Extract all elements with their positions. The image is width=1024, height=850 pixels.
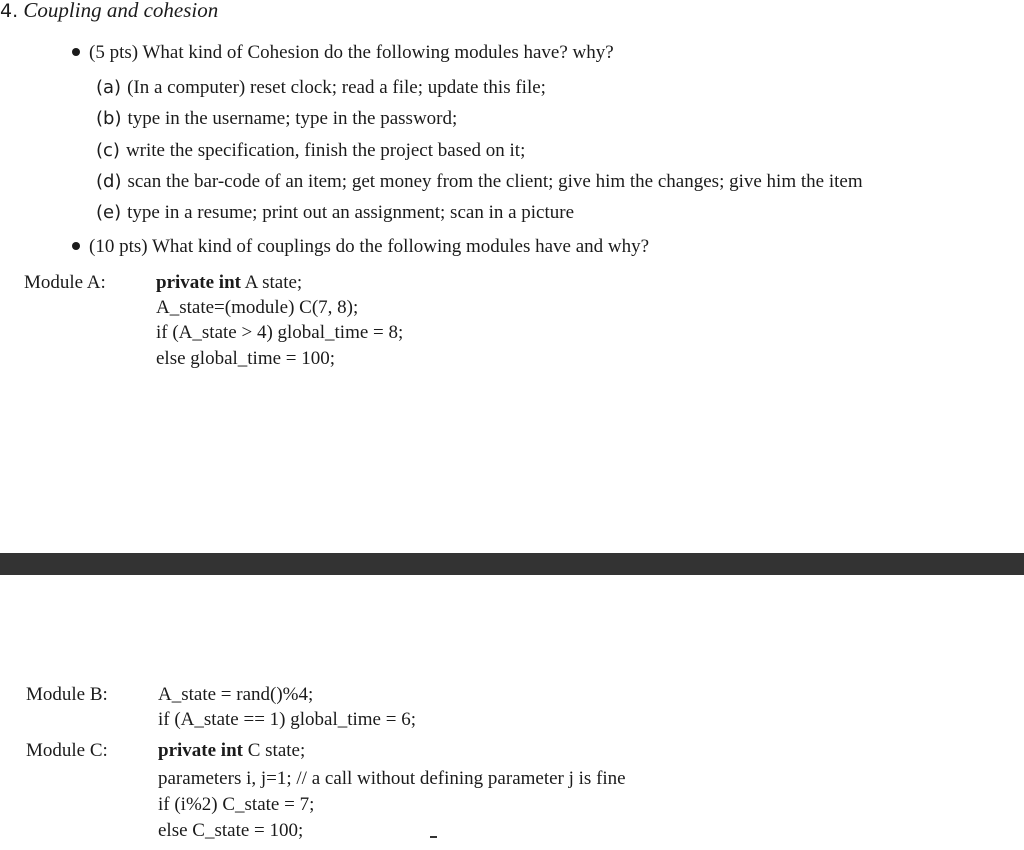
module-a-label: Module A: [24, 272, 106, 293]
list-item: (c) write the specification, finish the project based on it; [96, 140, 526, 161]
cohesion-question: (5 pts) What kind of Cohesion do the following modules have? why? [72, 42, 614, 64]
module-c-label: Module C: [26, 740, 108, 761]
bullet-icon [72, 48, 80, 56]
section-number: 4. [0, 0, 19, 22]
coupling-question: (10 pts) What kind of couplings do the following modules have and why? [72, 236, 649, 258]
module-c-line-1: private int C state; [158, 740, 306, 761]
list-item: (e) type in a resume; print out an assignment; scan in a picture [96, 202, 575, 223]
module-a-line-3: if (A_state > 4) global_time = 8; [156, 322, 404, 343]
module-c-line-4: else C_state = 100; [158, 820, 304, 841]
module-a-line-1: private int A state; [156, 272, 303, 293]
module-b-line-1: A_state = rand()%4; [158, 684, 314, 705]
module-a-line-2: A_state=(module) C(7, 8); [156, 297, 359, 318]
module-a-line-4: else global_time = 100; [156, 348, 336, 369]
module-c-line-2: parameters i, j=1; // a call without defining parameter j is fine [158, 768, 626, 789]
page-divider [0, 553, 1024, 575]
stray-mark [430, 836, 437, 838]
list-item: (a) (In a computer) reset clock; read a file; update this file; [96, 77, 546, 98]
list-item: (d) scan the bar-code of an item; get money from the client; give him the changes; give him the item [96, 171, 863, 192]
bullet-icon [72, 242, 80, 250]
module-b-line-2: if (A_state == 1) global_time = 6; [158, 709, 416, 730]
module-b-label: Module B: [26, 684, 108, 705]
section-heading [0, 0, 218, 23]
module-c-line-3: if (i%2) C_state = 7; [158, 794, 315, 815]
list-item: (b) type in the username; type in the password; [96, 108, 458, 129]
section-title: Coupling and cohesion [23, 0, 219, 22]
